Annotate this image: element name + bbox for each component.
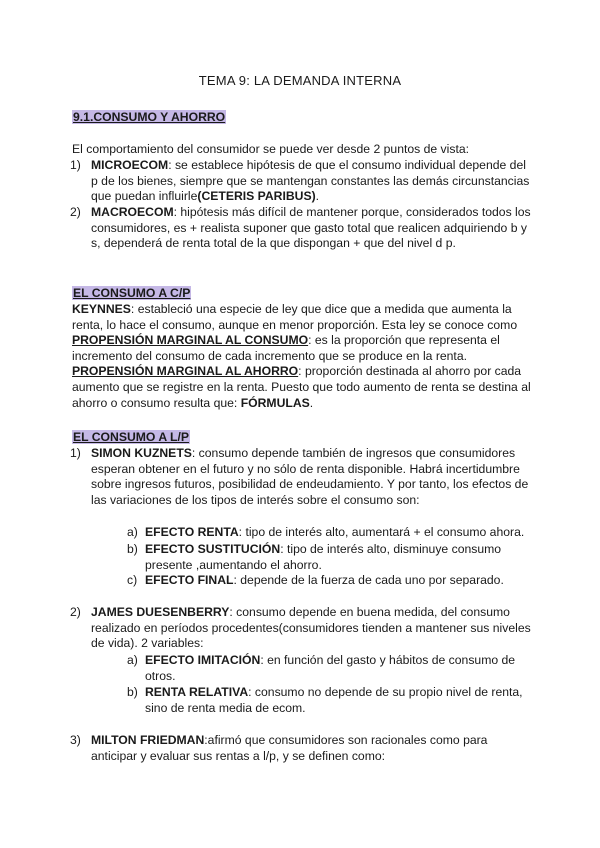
definition-text: : consumo no depende de su propio nivel de renta, sino de renta media de ecom. [145, 685, 523, 715]
definition-text: : en función del gasto y hábitos de consumo de otros. [145, 653, 516, 683]
definition-text: : tipo de interés alto, disminuye consumo presente ,aumentando el ahorro. [145, 542, 502, 572]
definition-text: : consumo depende también de ingresos que consumidores esperan obtener en el futuro y no sólo de renta disponible. Habrá incertidumbre sobre ingresos futuros, posibilidad de endeudamiento. Y por tanto, los efectos de las variaciones de los tipos de interés sobre el consumo son: [91, 446, 529, 507]
term-efecto-sustitucion: EFECTO SUSTITUCIÓN [145, 542, 281, 556]
intro-paragraph: El comportamiento del consumidor se puede ver desde 2 puntos de vista: [72, 142, 469, 156]
list-item-duesenberry [70, 605, 531, 652]
sublist-item-efecto-sustitucion [127, 542, 510, 573]
definition-text: : consumo depende en buena medida, del consumo realizado en períodos procedentes(consumidores tienden a mantener sus niveles de vida). 2 variables: [91, 605, 531, 651]
term-renta-relativa: RENTA RELATIVA [145, 685, 249, 699]
term-pmc: PROPENSIÓN MARGINAL AL CONSUMO [72, 333, 309, 348]
list-letter: c) [127, 573, 138, 587]
definition-text: : se establece hipótesis de que el consumo individual depende del p de los bienes, siempre que se mantengan constantes las demás circunstancias que puedan influirle [91, 158, 530, 204]
punctuation: . [309, 395, 314, 410]
sublist-item-efecto-imitacion [127, 653, 530, 684]
sublist-item-renta-relativa [127, 685, 530, 716]
term-formulas: FÓRMULAS [240, 395, 310, 410]
definition-text: : hipótesis más difícil de mantener porque, considerados todos los consumidores, es + realista suponer que gasto total que realicen adquiriendo b y s, dependerá de renta total de la que dispongan + que del nivel d p. [91, 205, 531, 251]
term-ceteris-paribus: (CETERIS PARIBUS) [197, 189, 316, 204]
keynes-text: : estableció una especie de ley que dice que a medida que aumenta la renta, lo hace el consumo, aunque en menor proporción. Esta ley se conoce como [72, 302, 518, 332]
heading-text: 9.1.CONSUMO Y AHORRO [73, 110, 226, 124]
sublist-item-efecto-final [127, 573, 530, 589]
term-macroecom: MACROECOM [91, 205, 174, 219]
definition-text: : depende de la fuerza de cada uno por separado. [233, 573, 504, 587]
term-duesenberry: JAMES DUESENBERRY [91, 605, 230, 619]
list-number: 2) [70, 205, 81, 219]
list-number: 1) [70, 158, 81, 172]
sublist-item-efecto-renta [127, 525, 530, 541]
list-item-kuznets [70, 446, 531, 508]
term-keynnes: KEYNNES [72, 302, 131, 316]
definition-text: :afirmó que consumidores son racionales como para anticipar y evaluar sus rentas a l/p, y se definen como: [91, 733, 488, 763]
list-letter: b) [127, 542, 138, 556]
term-microecom: MICROECOM [91, 158, 169, 172]
section-heading-consumo-cp [72, 286, 534, 302]
heading-text: EL CONSUMO A L/P [73, 430, 190, 444]
list-letter: a) [127, 525, 138, 539]
term-efecto-imitacion: EFECTO IMITACIÓN [145, 653, 261, 667]
list-number: 2) [70, 605, 81, 619]
list-item-friedman [70, 733, 531, 764]
list-item-microecom [70, 158, 531, 205]
term-friedman: MILTON FRIEDMAN [91, 733, 205, 747]
list-item-macroecom [70, 205, 531, 252]
list-letter: a) [127, 653, 138, 667]
punctuation: . [315, 189, 320, 204]
document-title: TEMA 9: LA DEMANDA INTERNA [198, 73, 402, 88]
list-number: 3) [70, 733, 81, 747]
pmc-text: : es la proporción que representa el incremento del consumo de cada incremento que se produce en la renta. [72, 333, 500, 363]
pma-text: : proporción destinada al ahorro por cada aumento que se registre en la renta. Puesto que todo aumento de renta se destina al ahorro o consumo resulta que: [72, 364, 531, 410]
term-efecto-final: EFECTO FINAL [145, 573, 234, 587]
term-efecto-renta: EFECTO RENTA [145, 525, 239, 539]
section-heading-consumo-lp [72, 430, 534, 446]
list-letter: b) [127, 685, 138, 699]
definition-text: : tipo de interés alto, aumentará + el consumo ahora. [238, 525, 525, 539]
list-number: 1) [70, 446, 81, 460]
section-heading-consumo-ahorro [72, 110, 534, 126]
paragraph-keynes [72, 302, 542, 411]
term-pma: PROPENSIÓN MARGINAL AL AHORRO [72, 364, 299, 379]
term-kuznets: SIMON KUZNETS [91, 446, 192, 460]
heading-text: EL CONSUMO A C/P [73, 286, 191, 300]
